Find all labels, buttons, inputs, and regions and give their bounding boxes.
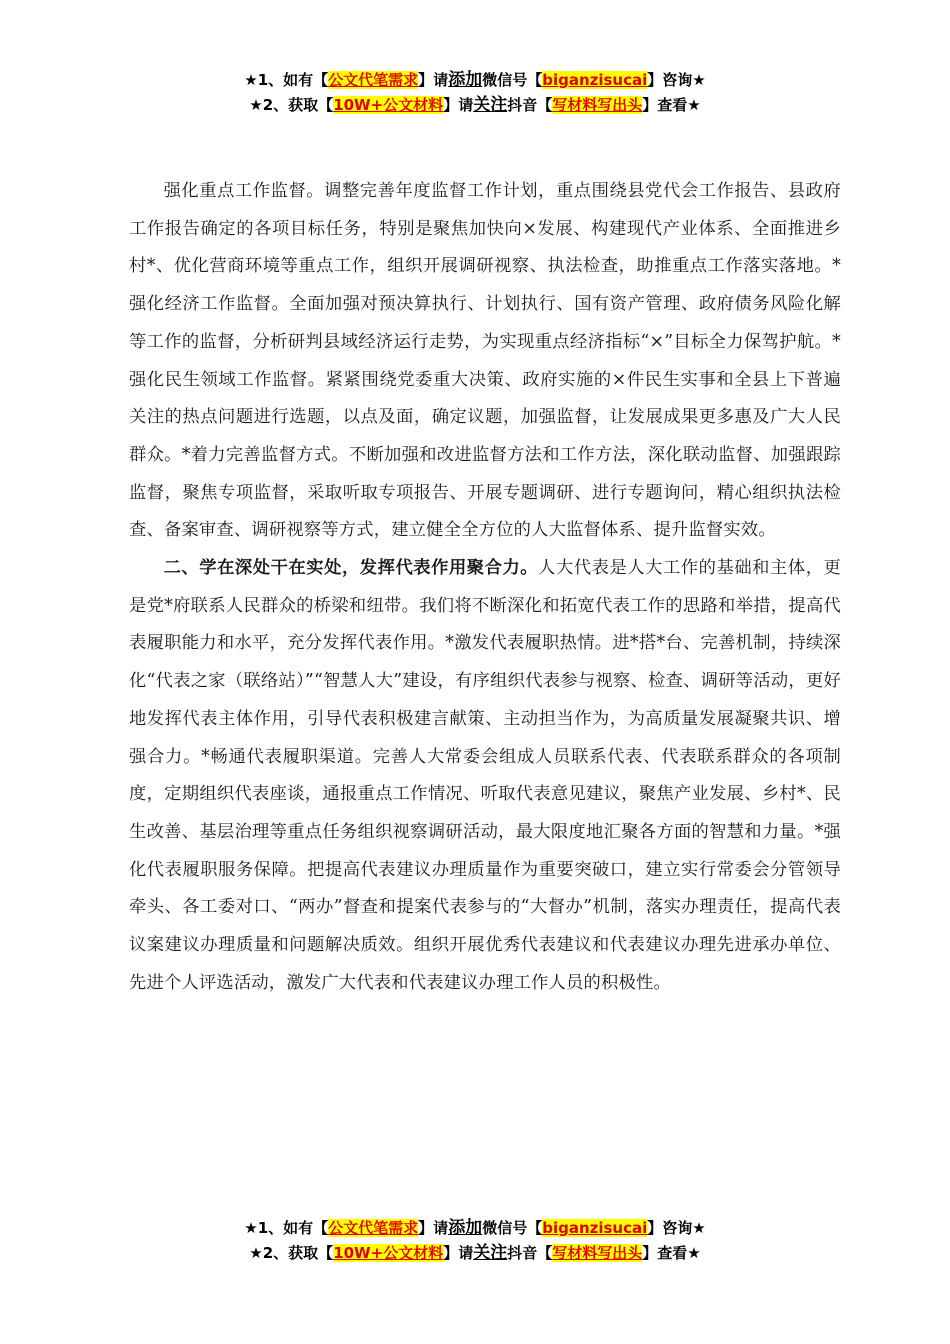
banner-text: ★2、获取【 xyxy=(249,96,334,114)
banner-text: ★1、如有【 xyxy=(244,1219,329,1237)
banner-text: 】咨询★ xyxy=(647,71,706,89)
footer-banner xyxy=(0,1216,950,1266)
banner-text: 】请 xyxy=(418,71,449,89)
highlight-wechat-id[interactable]: biganzisucai xyxy=(542,1219,648,1237)
banner-text: ★1、如有【 xyxy=(244,71,329,89)
highlight-wechat-id[interactable]: biganzisucai xyxy=(542,71,648,89)
paragraph-supervision: 强化重点工作监督。调整完善年度监督工作计划，重点围绕县党代会工作报告、县政府工作报告确定的各项目标任务，特别是聚焦加快向×发展、构建现代产业体系、全面推进乡村*、优化营商环境等重点工作，组织开展调研视察、执法检查，助推重点工作落实落地。*强化经济工作监督。全面加强对预决算执行、计划执行、国有资产管理、政府债务风险化解等工作的监督，分析研判县域经济运行走势，为实现重点经济指标“×”目标全力保驾护航。*强化民生领域工作监督。紧紧围绕党委重大决策、政府实施的×件民生实事和全县上下普遍关注的热点问题进行选题，以点及面，确定议题，加强监督，让发展成果更多惠及广大人民群众。*着力完善监督方式。不断加强和改进监督方法和工作方法，深化联动监督、加强跟踪监督，聚焦专项监督，采取听取专项报告、开展专题调研、进行专题询问，精心组织执法检查、备案审查、调研视察等方式，建立健全全方位的人大监督体系、提升监督实效。 xyxy=(129,181,841,541)
highlight-materials[interactable]: 10W+公文材料 xyxy=(333,96,444,114)
highlight-ghostwriting[interactable]: 公文代笔需求 xyxy=(328,1219,419,1237)
banner-text: ★2、获取【 xyxy=(249,1244,334,1262)
banner-text: 抖音【 xyxy=(507,1244,553,1262)
banner-text: 】请 xyxy=(443,96,474,114)
section-heading: 二、学在深处干在实处，发挥代表作用聚合力。 xyxy=(163,558,539,579)
banner-emphasis-follow: 关注 xyxy=(473,1243,508,1263)
banner-text: 】查看★ xyxy=(642,96,701,114)
banner-emphasis-add: 添加 xyxy=(448,70,483,90)
paragraph-deputies xyxy=(129,550,841,1002)
banner-text: 】请 xyxy=(418,1219,449,1237)
banner-text: 】咨询★ xyxy=(647,1219,706,1237)
banner-line-2 xyxy=(0,1241,950,1266)
highlight-douyin-account[interactable]: 写材料写出头 xyxy=(552,96,643,114)
banner-text: 抖音【 xyxy=(507,96,553,114)
banner-line-1 xyxy=(0,68,950,93)
banner-line-2 xyxy=(0,93,950,118)
banner-emphasis-follow: 关注 xyxy=(473,95,508,115)
paragraph-text: 人大代表是人大工作的基础和主体，更是党*府联系人民群众的桥梁和纽带。我们将不断深化和拓宽代表工作的思路和举措，提高代表履职能力和水平，充分发挥代表作用。*激发代表履职热情。进*搭*台、完善机制，持续深化“代表之家（联络站）”“智慧人大”建设，有序组织代表参与视察、检查、调研等活动，更好地发挥代表主体作用，引导代表积极建言献策、主动担当作为，为高质量发展凝聚共识、增强合力。*畅通代表履职渠道。完善人大常委会组成人员联系代表、代表联系群众的各项制度，定期组织代表座谈，通报重点工作情况、听取代表意见建议，聚焦产业发展、乡村*、民生改善、基层治理等重点任务组织视察调研活动，最大限度地汇聚各方面的智慧和力量。*强化代表履职服务保障。把提高代表建议办理质量作为重要突破口，建立实行常委会分管领导牵头、各工委对口、“两办”督查和提案代表参与的“大督办”机制，落实办理责任，提高代表议案建议办理质量和问题解决质效。组织开展优秀代表建议和代表建议办理先进承办单位、先进个人评选活动，激发广大代表和代表建议办理工作人员的积极性。 xyxy=(129,558,842,993)
banner-text: 】请 xyxy=(443,1244,474,1262)
highlight-douyin-account[interactable]: 写材料写出头 xyxy=(552,1244,643,1262)
header-banner xyxy=(0,68,950,118)
highlight-ghostwriting[interactable]: 公文代笔需求 xyxy=(328,71,419,89)
highlight-materials[interactable]: 10W+公文材料 xyxy=(333,1244,444,1262)
banner-text: 微信号【 xyxy=(482,1219,543,1237)
document-body xyxy=(129,173,841,1002)
banner-text: 】查看★ xyxy=(642,1244,701,1262)
banner-text: 微信号【 xyxy=(482,71,543,89)
banner-emphasis-add: 添加 xyxy=(448,1218,483,1238)
banner-line-1 xyxy=(0,1216,950,1241)
